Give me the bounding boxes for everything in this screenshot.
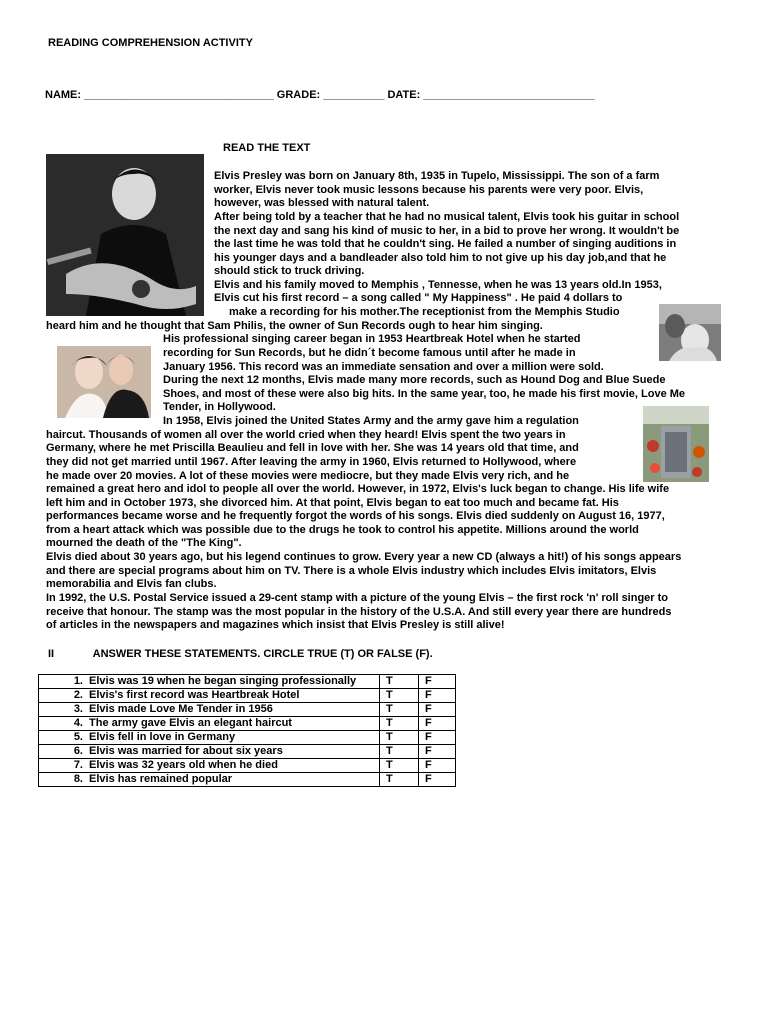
true-option[interactable]: T [380,689,419,703]
true-option[interactable]: T [380,703,419,717]
table-row [39,675,456,689]
statement-text: Elvis has remained popular [89,773,233,785]
reading-line: recording for Sun Records, but he didn´t become famous until after he made in [163,347,576,359]
worksheet-title: READING COMPREHENSION ACTIVITY [48,37,253,49]
true-option[interactable]: T [380,773,419,787]
statement-cell [39,759,380,773]
false-option[interactable]: F [419,717,456,731]
reading-line: Elvis cut his first record – a song called " My Happiness" . He paid 4 dollars to [214,292,623,304]
section-2-heading [48,648,433,660]
true-option[interactable]: T [380,717,419,731]
statement-number: 1. [73,675,83,687]
elvis-guitar-photo [46,154,204,316]
table-row [39,731,456,745]
table-row [39,773,456,787]
elvis-wedding-photo [57,346,151,418]
table-row [39,689,456,703]
elvis-grave-photo [643,406,709,482]
table-row [39,717,456,731]
reading-line: Shoes, and most of these were also big hits. In the same year, too, he made his first movie, Love Me [163,388,686,400]
statement-cell [39,675,380,689]
true-option[interactable]: T [380,745,419,759]
section-number: II [48,648,55,660]
statement-text: Elvis was 19 when he began singing professionally [89,675,357,687]
statement-number: 8. [73,773,83,785]
true-false-table [38,674,456,787]
reading-line: mourned the death of the "The King". [46,537,242,549]
reading-line: January 1956. This record was an immediate sensation and over a million were sold. [163,361,604,373]
statement-cell [39,717,380,731]
read-text-heading: READ THE TEXT [223,142,311,154]
true-option[interactable]: T [380,675,419,689]
reading-line: however, was blessed with natural talent. [214,197,430,209]
reading-line: make a recording for his mother.The receptionist from the Memphis Studio [229,306,620,318]
table-row [39,703,456,717]
reading-line: of articles in the newspapers and magazines which insist that Elvis Presley is still alive! [46,619,505,631]
reading-line: performances became worse and he frequently forgot the words of his songs. Elvis died suddenly on August 16, 1977, [46,510,665,522]
statement-number: 3. [73,703,83,715]
statement-text: The army gave Elvis an elegant haircut [89,717,292,729]
reading-line: the last time he was told that he couldn't sing. He failed a number of singing auditions in [214,238,677,250]
statement-cell [39,703,380,717]
elvis-haircut-photo [659,304,721,361]
reading-line: haircut. Thousands of women all over the world cried when they heard! Elvis spent the two years in [46,429,566,441]
statement-cell [39,745,380,759]
reading-line: His professional singing career began in 1953 Heartbreak Hotel when he started [163,333,581,345]
statement-text: Elvis made Love Me Tender in 1956 [89,703,273,715]
false-option[interactable]: F [419,745,456,759]
false-option[interactable]: F [419,731,456,745]
reading-line: receive that honour. The stamp was the most popular in the history of the U.S.A. And still every year there are hundreds [46,606,672,618]
statement-text: Elvis fell in love in Germany [89,731,236,743]
statement-cell [39,689,380,703]
statement-number: 4. [73,717,83,729]
false-option[interactable]: F [419,759,456,773]
true-option[interactable]: T [380,731,419,745]
reading-line: remained a great hero and idol to people all over the world. However, in 1972, Elvis's luck began to change. His life wife [46,483,670,495]
statement-text: Elvis was 32 years old when he died [89,759,278,771]
reading-line: Elvis and his family moved to Memphis , Tennesse, when he was 13 years old.In 1953, [214,279,662,291]
false-option[interactable]: F [419,689,456,703]
reading-line: from a heart attack which was possible due to the drugs he took to control his appetite. Millions around the world [46,524,639,536]
true-option[interactable]: T [380,759,419,773]
statement-cell [39,773,380,787]
reading-line: In 1992, the U.S. Postal Service issued a 29-cent stamp with a picture of the young Elvis – the first rock 'n' roll singer to [46,592,669,604]
reading-line: his younger days and a bandleader also told him to not give up his day job,and that he [214,252,667,264]
statement-number: 7. [73,759,83,771]
reading-line: he made over 20 movies. A lot of these movies were mediocre, but they made Elvis very rich, and he [46,470,570,482]
reading-line: memorabilia and Elvis fan clubs. [46,578,217,590]
statement-text: Elvis's first record was Heartbreak Hotel [89,689,300,701]
reading-line: should stick to truck driving. [214,265,365,277]
reading-line: the next day and sang his kind of music to her, in a bid to prove her wrong. It wouldn't be [214,225,680,237]
name-grade-date-line: NAME: _______________________________ GRADE: __________ DATE: ____________________________ [45,89,595,101]
statement-cell [39,731,380,745]
reading-line: Elvis Presley was born on January 8th, 1935 in Tupelo, Mississippi. The son of a farm [214,170,660,182]
reading-line: After being told by a teacher that he had no musical talent, Elvis took his guitar in school [214,211,680,223]
table-row [39,759,456,773]
statement-number: 2. [73,689,83,701]
section-instruction: ANSWER THESE STATEMENTS. CIRCLE TRUE (T) OR FALSE (F). [92,648,433,660]
statement-number: 5. [73,731,83,743]
false-option[interactable]: F [419,703,456,717]
reading-line: and there are special programs about him on TV. There is a whole Elvis industry which includes Elvis imitators, Elvis [46,565,657,577]
reading-line: Elvis died about 30 years ago, but his legend continues to grow. Every year a new CD (always a hit!) of his songs appears [46,551,682,563]
false-option[interactable]: F [419,675,456,689]
false-option[interactable]: F [419,773,456,787]
reading-line: they did not get married until 1967. After leaving the army in 1960, Elvis returned to Hollywood, where [46,456,577,468]
statement-number: 6. [73,745,83,757]
reading-line: During the next 12 months, Elvis made many more records, such as Hound Dog and Blue Suede [163,374,666,386]
reading-line: Germany, where he met Priscilla Beaulieu and fell in love with her. She was 14 years old that time, and [46,442,579,454]
table-row [39,745,456,759]
reading-line: worker, Elvis never took music lessons because his parents were very poor. Elvis, [214,184,644,196]
reading-line: In 1958, Elvis joined the United States Army and the army gave him a regulation [163,415,579,427]
reading-line: heard him and he thought that Sam Philis, the owner of Sun Records ough to hear him singing. [46,320,543,332]
reading-line: left him and in October 1973, she divorced him. At that point, Elvis began to eat too much and became fat. His [46,497,619,509]
statement-text: Elvis was married for about six years [89,745,283,757]
reading-line: Tender, in Hollywood. [163,401,276,413]
